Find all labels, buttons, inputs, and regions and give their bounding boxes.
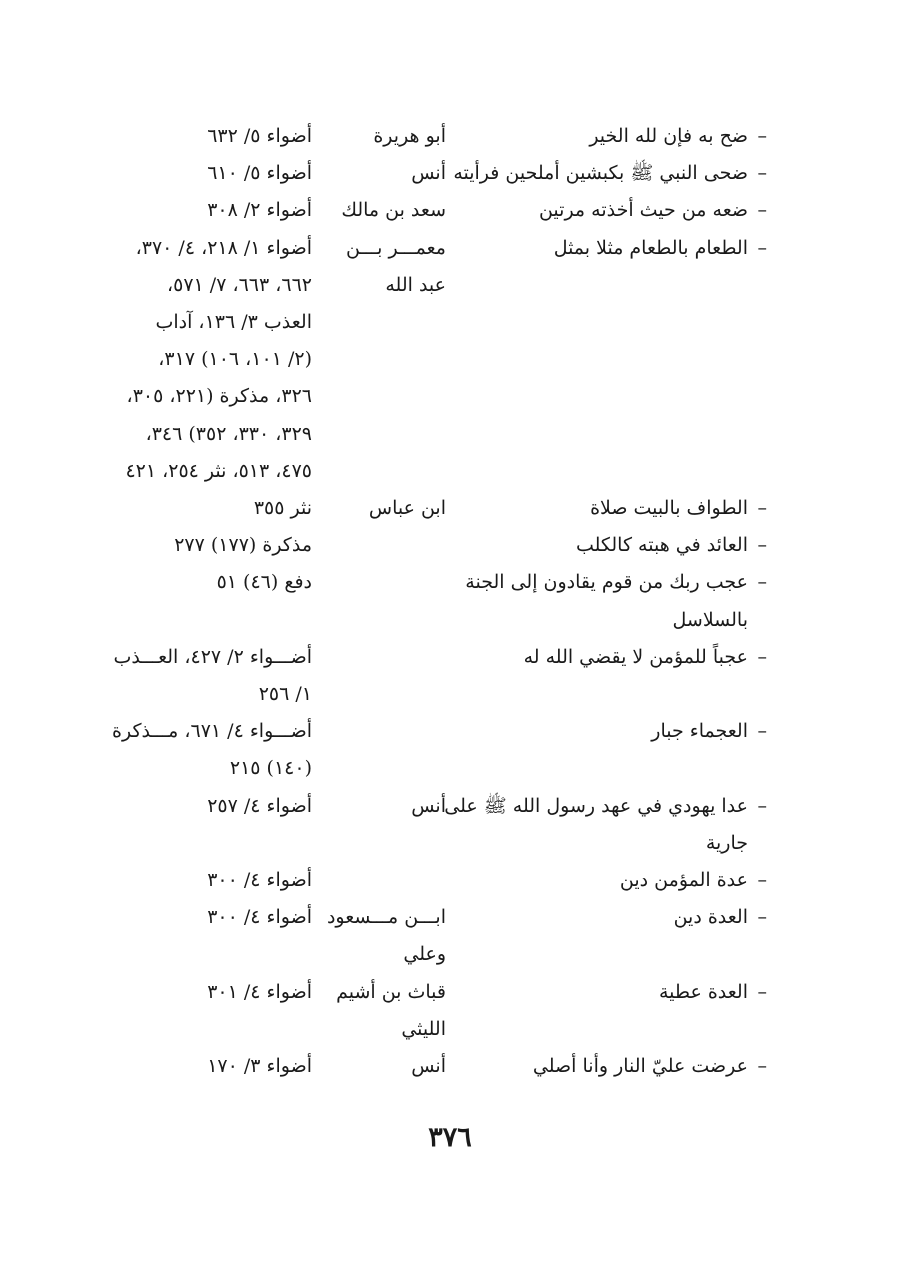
source-reference: أضواء ٣/ ١٧٠ (207, 1055, 312, 1077)
index-entry (0, 865, 900, 902)
entry-dash: – (757, 534, 767, 557)
narrator-name: عبد الله (385, 273, 446, 296)
entry-dash: – (757, 497, 767, 519)
hadith-text: الطعام بالطعام مثلا بمثل (553, 236, 748, 259)
hadith-text: العدة عطية (658, 980, 748, 1003)
narrator-name: ابن عباس (368, 497, 446, 519)
index-entry (0, 195, 900, 232)
index-entry (0, 567, 900, 641)
entry-dash: – (757, 571, 767, 594)
source-reference: مذكرة (١٧٧) ٢٧٧ (174, 534, 312, 557)
source-reference: دفع (٤٦) ٥١ (216, 571, 312, 594)
source-reference: ١/ ٢٥٦ (258, 682, 312, 705)
hadith-text: عرضت عليّ النار وأنا أصلي (532, 1055, 748, 1077)
narrator-name: قباث بن أشيم (336, 980, 446, 1003)
hadith-text: العائد في هبته كالكلب (575, 534, 748, 557)
source-reference: ٤٧٥، ٥١٣، نثر ٢٥٤، ٤٢١ (125, 459, 312, 482)
source-reference: أضواء ٤/ ٢٥٧ (207, 794, 312, 817)
entry-dash: – (757, 980, 767, 1003)
source-reference: ٣٢٦، مذكرة (٢٢١، ٣٠٥، (126, 385, 312, 408)
source-reference: أضـــواء ٢/ ٤٢٧، العـــذب (113, 645, 312, 668)
narrator-name: ابـــن مـــسعود (326, 906, 446, 929)
entry-dash: – (757, 906, 767, 929)
index-entry (0, 121, 900, 158)
entry-dash: – (757, 720, 767, 743)
narrator-name: أبو هريرة (373, 125, 446, 147)
entry-dash: – (757, 794, 767, 817)
hadith-text: الطواف بالبيت صلاة (590, 497, 748, 519)
narrator-name: وعلي (403, 943, 446, 966)
hadith-text: العدة دين (673, 906, 748, 929)
source-reference: أضواء ٥/ ٦١٠ (207, 162, 312, 185)
narrator-name: أنس (411, 1055, 446, 1077)
narrator-name: معمـــر بـــن (345, 236, 446, 259)
source-reference: العذب ٣/ ١٣٦، آداب (155, 310, 312, 333)
source-reference: (١٤٠) ٢١٥ (229, 757, 312, 780)
hadith-text: العجماء جبار (651, 720, 748, 743)
hadith-text: ضح به فإن لله الخير (589, 125, 748, 147)
source-reference: أضواء ٤/ ٣٠٠ (207, 906, 312, 929)
entry-dash: – (757, 1055, 767, 1077)
source-reference: أضواء ٥/ ٦٣٢ (207, 125, 312, 147)
hadith-text: عجباً للمؤمن لا يقضي الله له (523, 645, 748, 668)
hadith-text: ضحى النبي ﷺ بكبشين أملحين فرأيته (453, 162, 748, 185)
entry-dash: – (757, 199, 767, 222)
hadith-text: عجب ربك من قوم يقادون إلى الجنة (465, 571, 748, 594)
entry-dash: – (757, 125, 767, 147)
index-entry (0, 791, 900, 865)
source-reference: ٣٢٩، ٣٣٠، ٣٥٢) ٣٤٦، (145, 422, 312, 445)
narrator-name: سعد بن مالك (341, 199, 446, 222)
entry-dash: – (757, 869, 767, 891)
hadith-text: عدا يهودي في عهد رسول الله ﷺ على (444, 794, 748, 817)
narrator-name: الليثي (401, 1017, 446, 1040)
source-reference: (٢/ ١٠١، ١٠٦) ٣١٧، (158, 348, 312, 371)
page-number: ٣٧٦ (428, 1122, 472, 1153)
index-entry (0, 642, 900, 716)
index-entry (0, 716, 900, 790)
hadith-text: بالسلاسل (672, 608, 748, 631)
narrator-name: أنس (411, 162, 446, 185)
entry-dash: – (757, 645, 767, 668)
hadith-text: جارية (705, 831, 748, 854)
hadith-text: ضعه من حيث أخذته مرتين (538, 199, 748, 222)
index-entry (0, 902, 900, 976)
index-entry (0, 530, 900, 567)
index-entry (0, 493, 900, 530)
source-reference: أضواء ٤/ ٣٠١ (207, 980, 312, 1003)
index-entry (0, 977, 900, 1051)
source-reference: أضواء ٤/ ٣٠٠ (207, 869, 312, 891)
source-reference: أضـــواء ٤/ ٦٧١، مـــذكرة (112, 720, 312, 743)
source-reference: أضواء ١/ ٢١٨، ٤/ ٣٧٠، (135, 236, 312, 259)
source-reference: ٦٦٢، ٦٦٣، ٧/ ٥٧١، (166, 273, 312, 296)
entry-dash: – (757, 162, 767, 185)
entry-dash: – (757, 236, 767, 259)
source-reference: أضواء ٢/ ٣٠٨ (207, 199, 312, 222)
index-entry (0, 158, 900, 195)
index-entry (0, 233, 900, 493)
source-reference: نثر ٣٥٥ (253, 497, 312, 519)
index-entry (0, 1051, 900, 1088)
narrator-name: أنس (411, 794, 446, 817)
hadith-text: عدة المؤمن دين (619, 869, 748, 891)
